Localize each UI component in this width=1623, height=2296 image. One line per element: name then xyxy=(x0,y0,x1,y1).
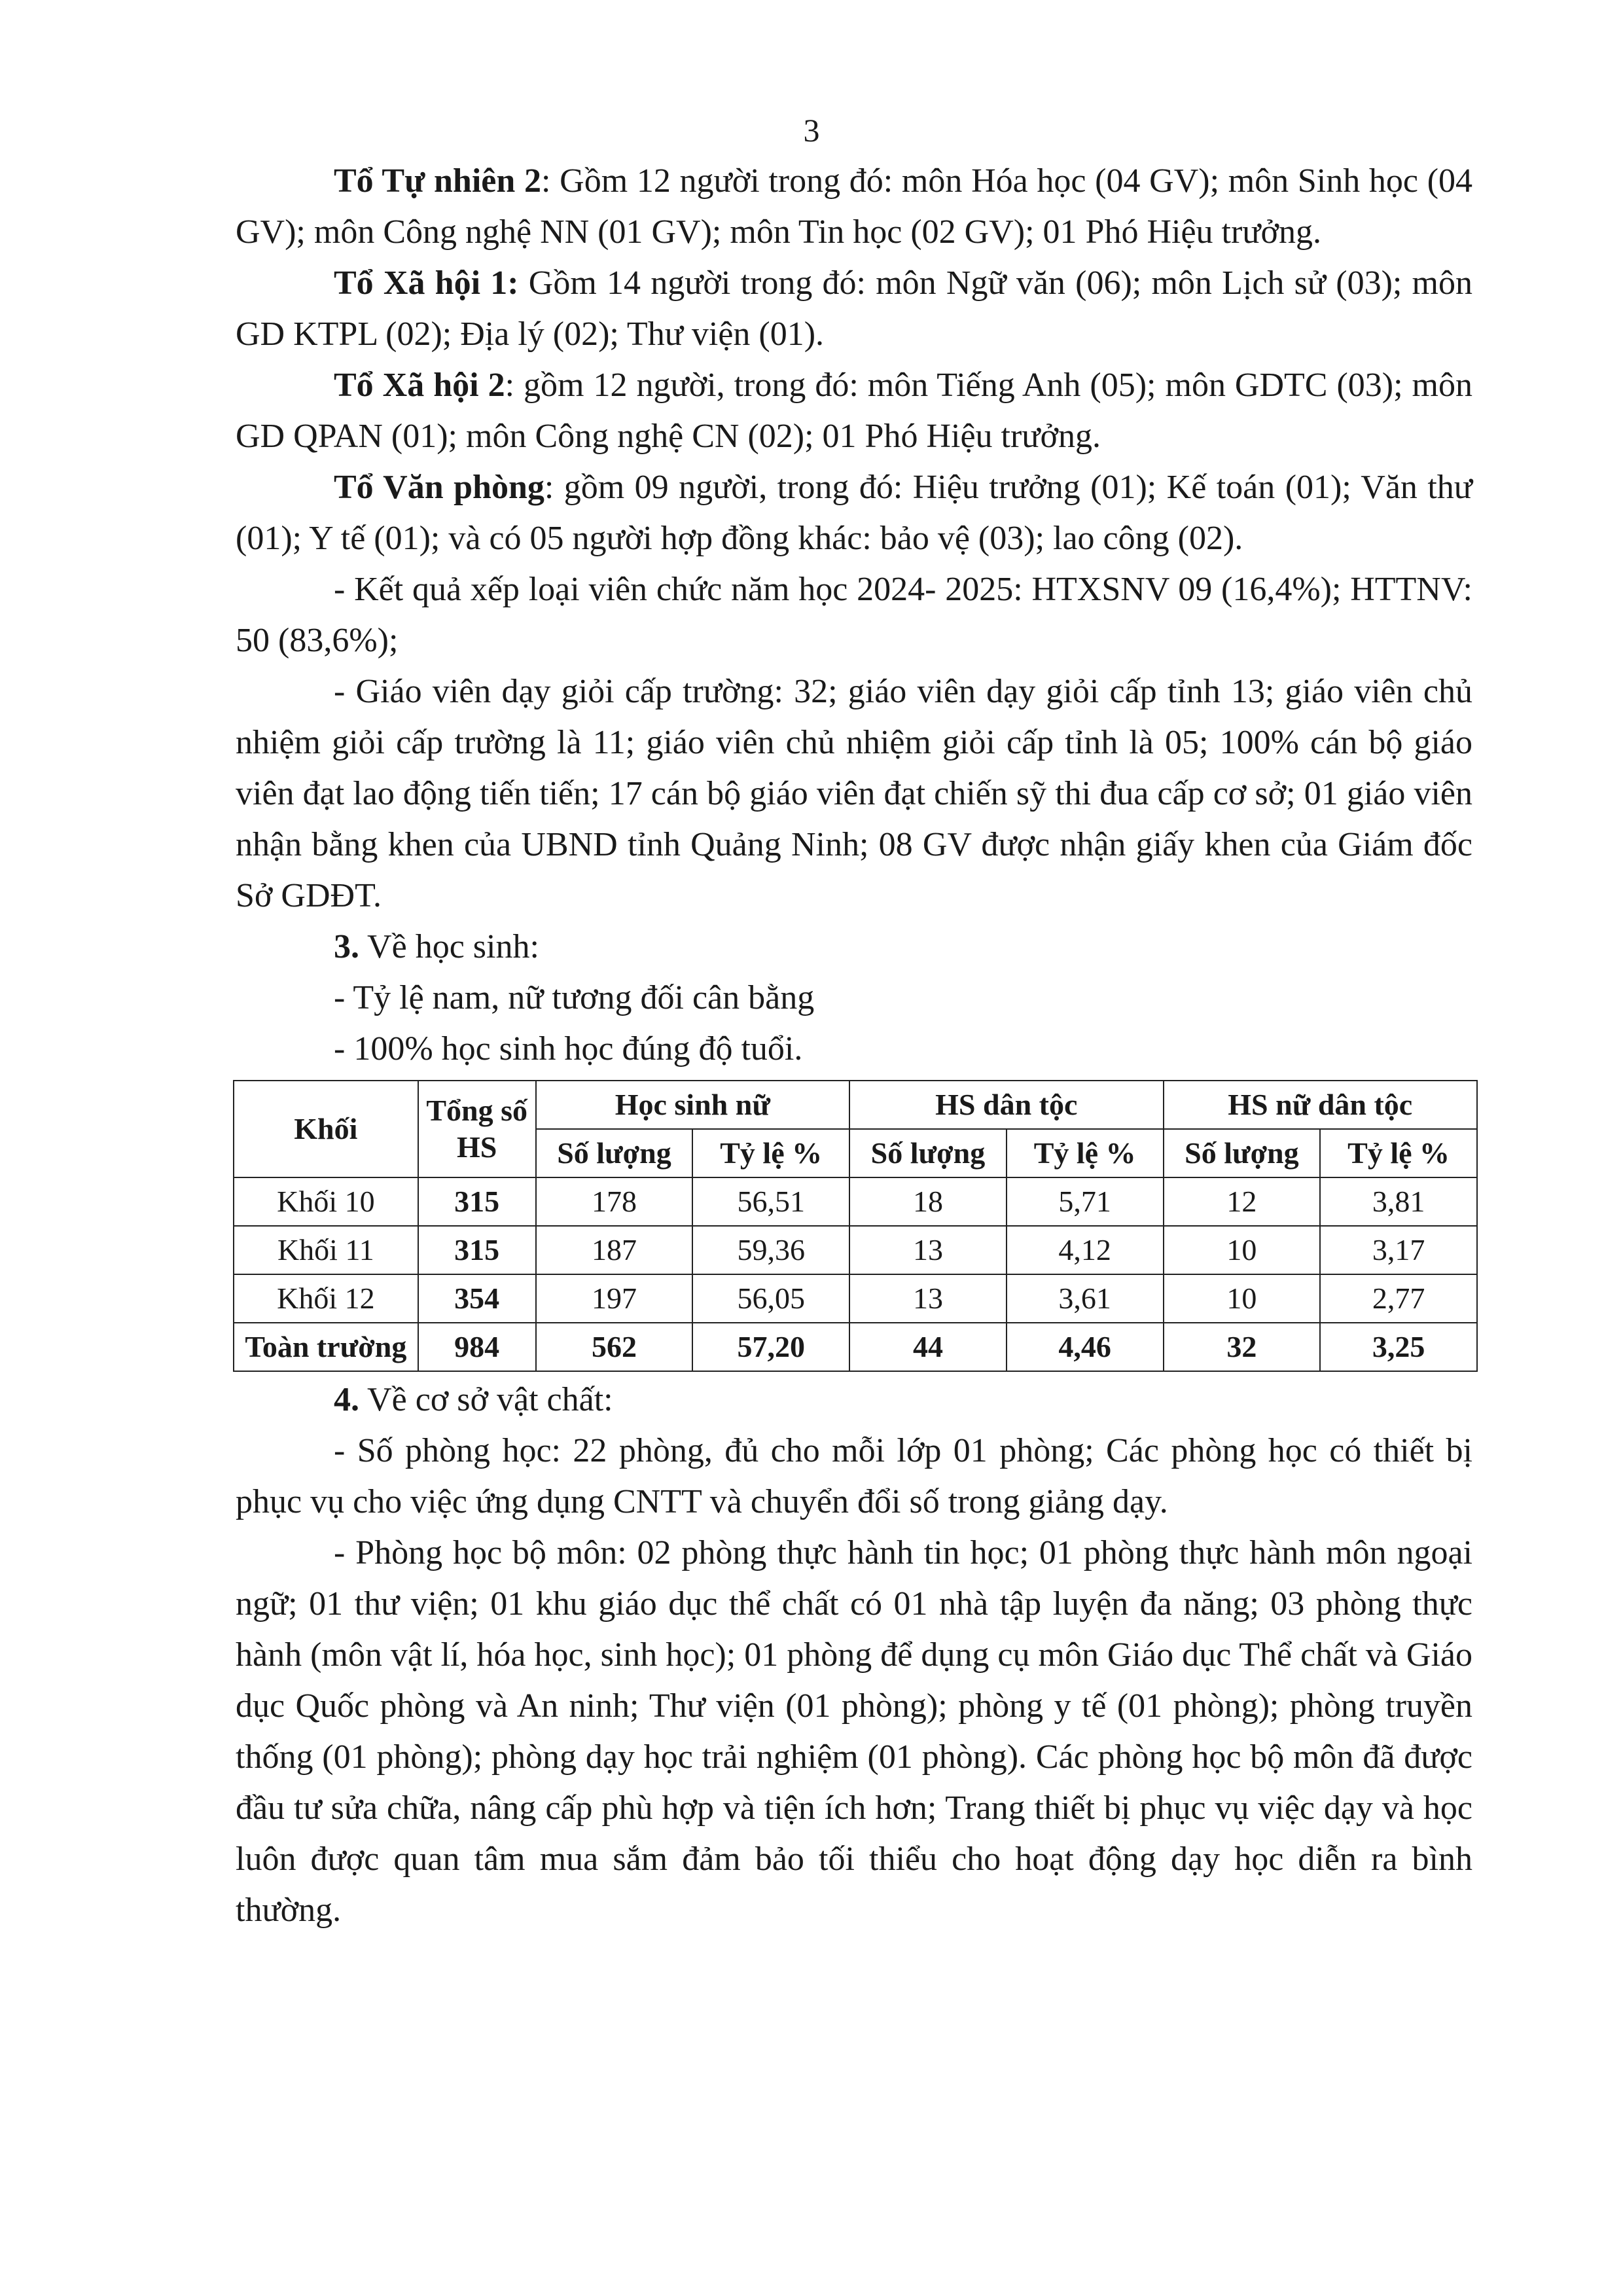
section-title: Về học sinh: xyxy=(359,928,539,965)
paragraph-text: - Phòng học bộ môn: 02 phòng thực hành tin học; 01 phòng thực hành môn ngoại ngữ; 01 thư viện; 01 khu giáo dục thể chất có 01 nhà tập luyện đa năng; 03 phòng thực hành (môn vật lí, hóa học, sinh học); 01 phòng để dụng cụ môn Giáo dục Thể chất và Giáo dục Quốc phòng và An ninh; Thư viện (01 phòng); phòng y tế (01 phòng); phòng truyền thống (01 phòng); phòng dạy học trải nghiệm (01 phòng). Các phòng học bộ môn đã được đầu tư sửa chữa, nâng cấp phù hợp và tiện ích hơn; Trang thiết bị phục vụ việc dạy và học luôn được quan tâm mua sắm đảm bảo tối thiểu cho hoạt động dạy học diễn ra bình thường. xyxy=(236,1534,1472,1929)
paragraph-text: - Số phòng học: 22 phòng, đủ cho mỗi lớp 01 phòng; Các phòng học có thiết bị phục vụ cho việc ứng dụng CNTT và chuyển đổi số trong giảng dạy. xyxy=(236,1432,1472,1520)
section-4-heading xyxy=(236,1374,1472,1426)
cell-ndt-ty-le: 2,77 xyxy=(1320,1274,1477,1323)
cell-tong: 315 xyxy=(418,1226,536,1274)
page-number: 3 xyxy=(803,112,820,149)
cell-khoi: Khối 12 xyxy=(234,1274,418,1323)
paragraph-so-phong-hoc xyxy=(236,1426,1472,1528)
subheader-ty-le: Tỷ lệ % xyxy=(1320,1129,1477,1177)
header-hoc-sinh-nu: Học sinh nữ xyxy=(536,1081,849,1129)
cell-ndt-ty-le: 3,17 xyxy=(1320,1226,1477,1274)
table-row xyxy=(234,1274,1477,1323)
paragraph-lead: Tổ Tự nhiên 2 xyxy=(334,162,541,200)
subheader-ty-le: Tỷ lệ % xyxy=(692,1129,849,1177)
cell-nu-so-luong: 197 xyxy=(536,1274,693,1323)
cell-dt-ty-le: 4,12 xyxy=(1007,1226,1164,1274)
paragraph-dung-do-tuoi xyxy=(236,1024,1472,1075)
paragraph-lead: Tổ Văn phòng xyxy=(334,469,544,506)
table-total-row xyxy=(234,1323,1477,1371)
cell-khoi: Khối 10 xyxy=(234,1177,418,1226)
paragraph-text: - Giáo viên dạy giỏi cấp trường: 32; giáo viên dạy giỏi cấp tỉnh 13; giáo viên chủ nhiệm giỏi cấp trường là 11; giáo viên chủ nhiệm giỏi cấp tỉnh là 05; 100% cán bộ giáo viên đạt lao động tiến tiến; 17 cán bộ giáo viên đạt chiến sỹ thi đua cấp cơ sở; 01 giáo viên nhận bằng khen của UBND tỉnh Quảng Ninh; 08 GV được nhận giấy khen của Giám đốc Sở GDĐT. xyxy=(236,673,1472,914)
student-stats-table xyxy=(233,1080,1478,1372)
paragraph-text: : gồm 12 người, trong đó: môn Tiếng Anh (05); môn GDTC (03); môn GD QPAN (01); môn Công nghệ CN (02); 01 Phó Hiệu trưởng. xyxy=(236,367,1473,455)
cell-nu-so-luong: 562 xyxy=(536,1323,693,1371)
cell-ndt-ty-le: 3,25 xyxy=(1320,1323,1477,1371)
paragraph-giao-vien-gioi xyxy=(236,666,1472,922)
paragraph-text: - Kết quả xếp loại viên chức năm học 2024- 2025: HTXSNV 09 (16,4%); HTTNV: 50 (83,6%); xyxy=(236,571,1472,659)
cell-nu-so-luong: 187 xyxy=(536,1226,693,1274)
cell-khoi: Toàn trường xyxy=(234,1323,418,1371)
subheader-so-luong: Số lượng xyxy=(849,1129,1007,1177)
header-tong-so-hs: Tổng số HS xyxy=(418,1081,536,1177)
table-row xyxy=(234,1226,1477,1274)
cell-nu-ty-le: 57,20 xyxy=(692,1323,849,1371)
cell-dt-so-luong: 44 xyxy=(849,1323,1007,1371)
subheader-so-luong: Số lượng xyxy=(1164,1129,1321,1177)
paragraph-to-tu-nhien-2 xyxy=(236,156,1472,258)
paragraph-lead: Tổ Xã hội 1: xyxy=(334,264,519,302)
table-header-row xyxy=(234,1081,1477,1129)
paragraph-text: : gồm 09 người, trong đó: Hiệu trưởng (01); Kế toán (01); Văn thư (01); Y tế (01); và có 05 người hợp đồng khác: bảo vệ (03); lao công (02). xyxy=(236,469,1472,557)
section-number: 3. xyxy=(334,928,359,965)
paragraph-to-xa-hoi-1 xyxy=(236,258,1472,360)
cell-khoi: Khối 11 xyxy=(234,1226,418,1274)
cell-tong: 354 xyxy=(418,1274,536,1323)
cell-nu-ty-le: 59,36 xyxy=(692,1226,849,1274)
cell-dt-so-luong: 13 xyxy=(849,1226,1007,1274)
cell-nu-so-luong: 178 xyxy=(536,1177,693,1226)
cell-dt-so-luong: 18 xyxy=(849,1177,1007,1226)
cell-ndt-so-luong: 10 xyxy=(1164,1226,1321,1274)
paragraph-phong-hoc-bo-mon xyxy=(236,1528,1472,1936)
cell-ndt-so-luong: 10 xyxy=(1164,1274,1321,1323)
paragraph-text: : Gồm 12 người trong đó: môn Hóa học (04 GV); môn Sinh học (04 GV); môn Công nghệ NN (01 GV); môn Tin học (02 GV); 01 Phó Hiệu trưởng. xyxy=(236,162,1473,251)
section-title: Về cơ sở vật chất: xyxy=(359,1381,613,1418)
cell-ndt-so-luong: 32 xyxy=(1164,1323,1321,1371)
paragraph-to-xa-hoi-2 xyxy=(236,360,1472,462)
cell-ndt-ty-le: 3,81 xyxy=(1320,1177,1477,1226)
paragraph-text: - Tỷ lệ nam, nữ tương đối cân bằng xyxy=(334,979,815,1016)
cell-dt-ty-le: 5,71 xyxy=(1007,1177,1164,1226)
table-row xyxy=(234,1177,1477,1226)
cell-dt-so-luong: 13 xyxy=(849,1274,1007,1323)
section-3-heading xyxy=(236,922,1472,973)
cell-tong: 315 xyxy=(418,1177,536,1226)
paragraph-lead: Tổ Xã hội 2 xyxy=(334,367,505,404)
paragraph-text: - 100% học sinh học đúng độ tuổi. xyxy=(334,1030,803,1067)
paragraph-text: Gồm 14 người trong đó: môn Ngữ văn (06); môn Lịch sử (03); môn GD KTPL (02); Địa lý (02); Thư viện (01). xyxy=(236,264,1472,353)
header-hs-nu-dan-toc: HS nữ dân tộc xyxy=(1164,1081,1478,1129)
cell-tong: 984 xyxy=(418,1323,536,1371)
paragraph-ket-qua-xep-loai xyxy=(236,564,1472,666)
cell-dt-ty-le: 4,46 xyxy=(1007,1323,1164,1371)
section-number: 4. xyxy=(334,1381,359,1418)
document-body xyxy=(236,156,1472,1936)
cell-nu-ty-le: 56,51 xyxy=(692,1177,849,1226)
cell-dt-ty-le: 3,61 xyxy=(1007,1274,1164,1323)
header-hs-dan-toc: HS dân tộc xyxy=(849,1081,1163,1129)
paragraph-ty-le-nam-nu xyxy=(236,973,1472,1024)
header-khoi: Khối xyxy=(234,1081,418,1177)
subheader-so-luong: Số lượng xyxy=(536,1129,693,1177)
cell-ndt-so-luong: 12 xyxy=(1164,1177,1321,1226)
cell-nu-ty-le: 56,05 xyxy=(692,1274,849,1323)
paragraph-to-van-phong xyxy=(236,462,1472,564)
subheader-ty-le: Tỷ lệ % xyxy=(1007,1129,1164,1177)
